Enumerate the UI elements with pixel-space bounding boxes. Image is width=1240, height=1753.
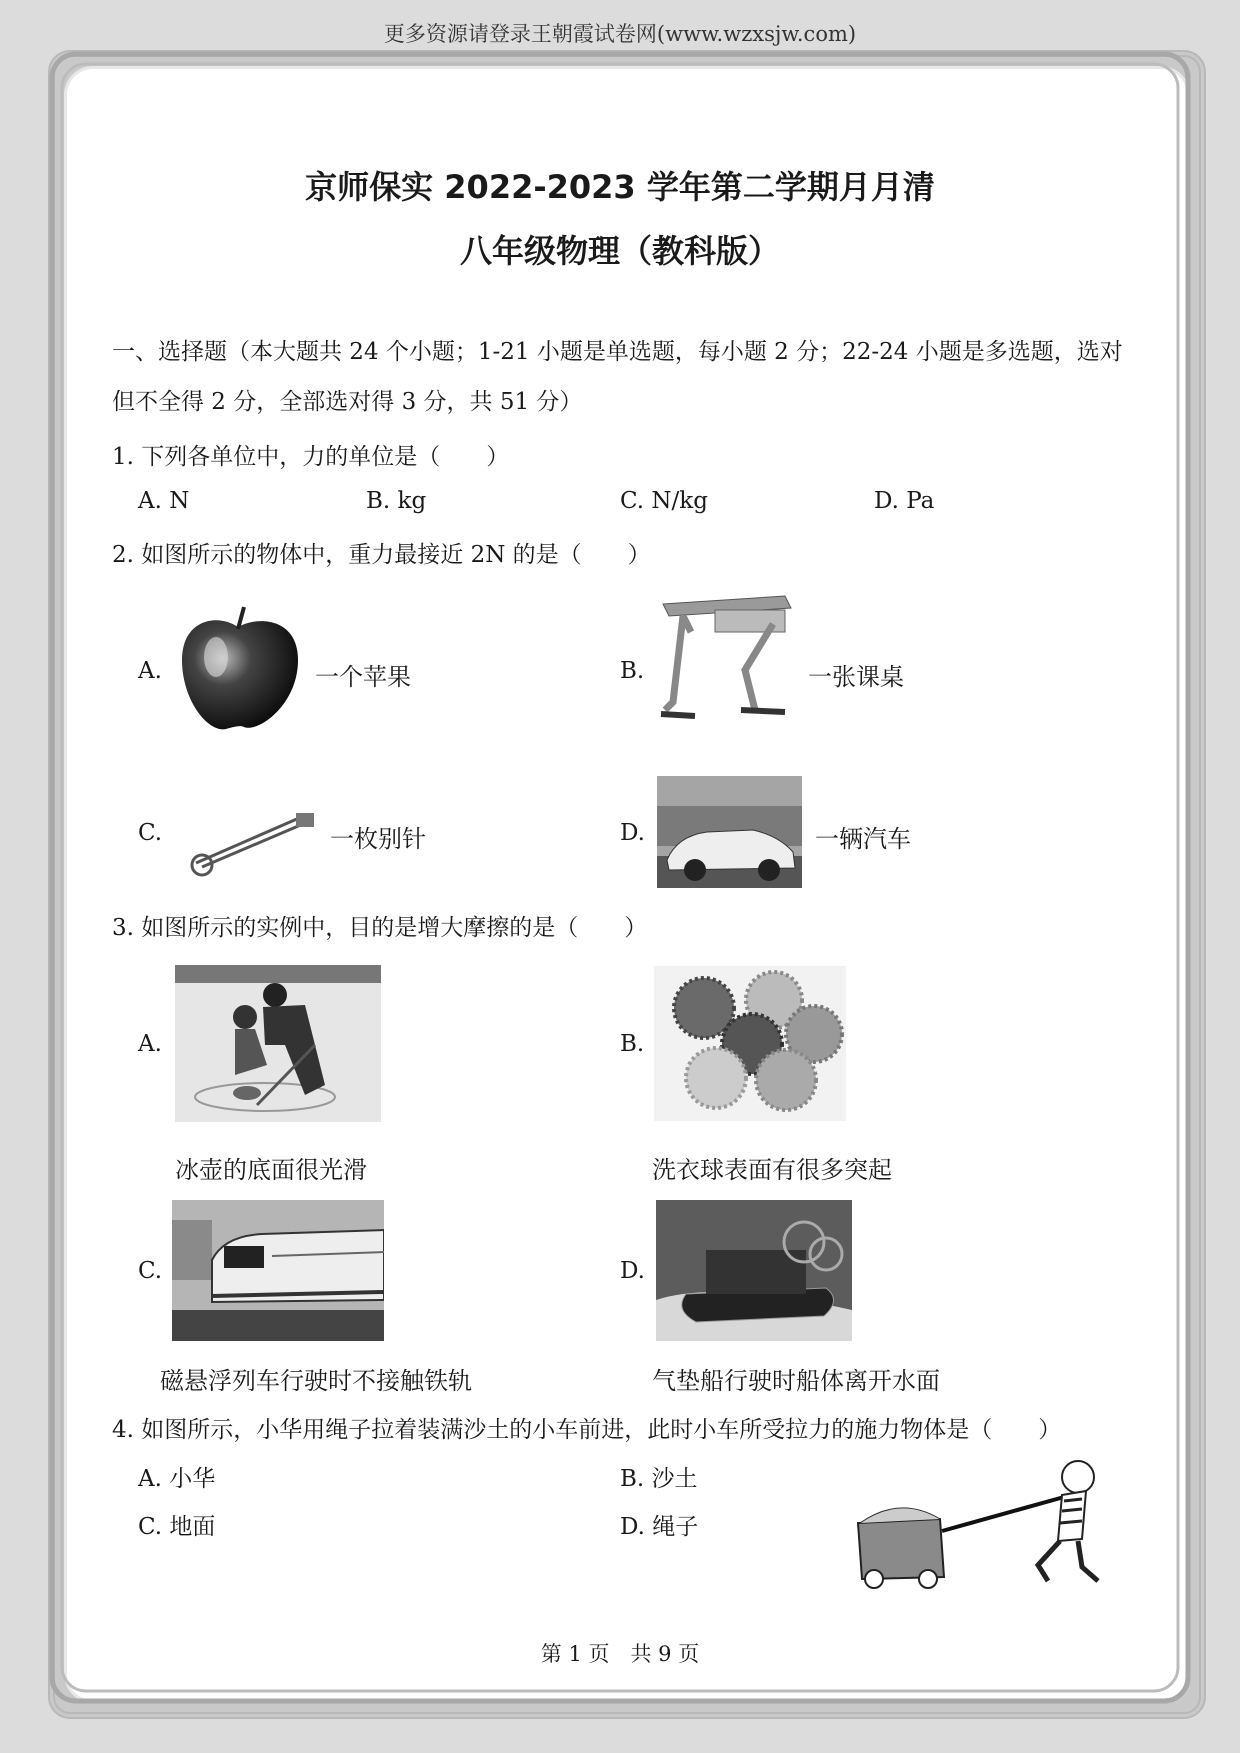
page-footer: 第 1 页 共 9 页 bbox=[540, 1642, 700, 1666]
apple-icon bbox=[178, 605, 303, 735]
q2-caption-a: 一个苹果 bbox=[315, 663, 411, 691]
question-4-stem: 4. 如图所示，小华用绳子拉着装满沙土的小车前进，此时小车所受拉力的施力物体是（ ） bbox=[112, 1417, 1062, 1443]
watermark: 更多资源请登录王朝霞试卷网(www.wzxsjw.com) bbox=[383, 22, 857, 46]
q3-label-d: D. bbox=[620, 1258, 645, 1284]
q4-option-a: A. 小华 bbox=[138, 1466, 216, 1492]
q3-caption-b: 洗衣球表面有很多突起 bbox=[652, 1156, 892, 1184]
page-title: 京师保实 2022-2023 学年第二学期月月清 bbox=[305, 168, 935, 206]
q3-caption-d: 气垫船行驶时船体离开水面 bbox=[652, 1367, 940, 1395]
q3-label-b: B. bbox=[620, 1031, 645, 1057]
q2-caption-b: 一张课桌 bbox=[808, 663, 904, 691]
question-1-stem: 1. 下列各单位中，力的单位是（ ） bbox=[112, 444, 510, 470]
page-subtitle: 八年级物理（教科版） bbox=[459, 232, 780, 270]
q1-option-c: C. N/kg bbox=[620, 488, 708, 514]
q3-label-c: C. bbox=[138, 1258, 163, 1284]
q1-option-d: D. Pa bbox=[874, 488, 935, 514]
q3-caption-c: 磁悬浮列车行驶时不接触铁轨 bbox=[160, 1367, 472, 1395]
hovercraft-icon bbox=[656, 1200, 852, 1341]
maglev-train-icon bbox=[172, 1200, 384, 1341]
q2-label-b: B. bbox=[620, 658, 645, 684]
q1-option-a: A. N bbox=[138, 488, 190, 514]
q2-label-d: D. bbox=[620, 820, 645, 846]
safety-pin-icon bbox=[188, 805, 318, 880]
curling-icon bbox=[175, 965, 381, 1122]
q4-option-c: C. 地面 bbox=[138, 1514, 216, 1540]
q4-option-b: B. 沙土 bbox=[620, 1466, 698, 1492]
question-3-stem: 3. 如图所示的实例中，目的是增大摩擦的是（ ） bbox=[112, 915, 648, 941]
laundry-balls-icon bbox=[654, 966, 846, 1121]
q1-option-b: B. kg bbox=[366, 488, 427, 514]
q2-caption-d: 一辆汽车 bbox=[815, 825, 911, 853]
q3-caption-a: 冰壶的底面很光滑 bbox=[175, 1156, 367, 1184]
q3-label-a: A. bbox=[138, 1031, 162, 1057]
car-icon bbox=[657, 776, 802, 888]
boy-pulling-cart-icon bbox=[850, 1455, 1120, 1590]
question-2-stem: 2. 如图所示的物体中，重力最接近 2N 的是（ ） bbox=[112, 542, 651, 568]
q4-option-d: D. 绳子 bbox=[620, 1514, 699, 1540]
section-heading: 一、选择题（本大题共 24 个小题；1-21 小题是单选题，每小题 2 分；22-24 小题是多选题，选对但不全得 2 分，全部选对得 3 分，共 51 分） bbox=[112, 339, 1123, 415]
desk-icon bbox=[655, 592, 795, 727]
q2-caption-c: 一枚别针 bbox=[330, 825, 426, 853]
q2-label-a: A. bbox=[138, 658, 162, 684]
q2-label-c: C. bbox=[138, 820, 163, 846]
